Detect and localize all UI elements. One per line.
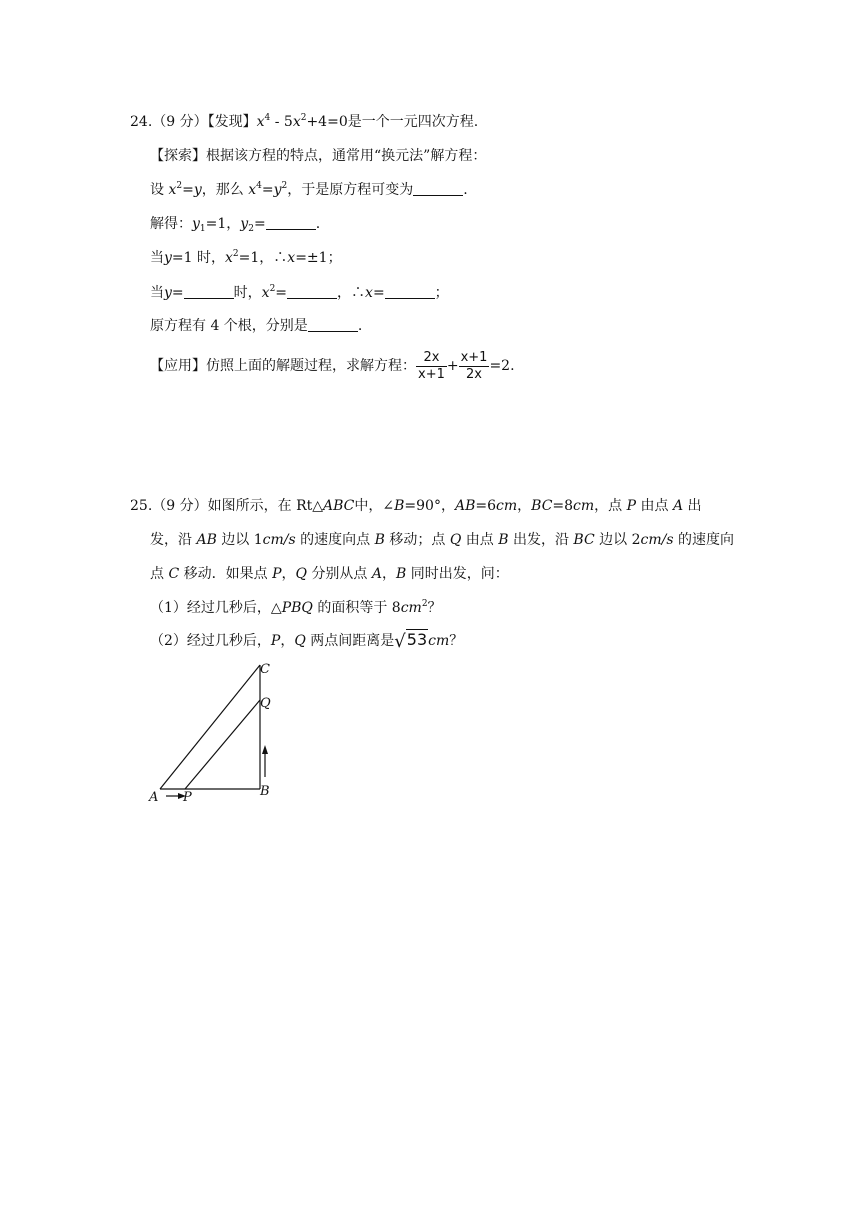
answer-blank[interactable]	[308, 319, 358, 332]
plus-sign: +	[446, 358, 459, 374]
text: 当	[150, 285, 164, 301]
denominator: x+1	[418, 366, 445, 382]
denominator: 2x	[466, 366, 482, 382]
q24-line-roots	[150, 316, 362, 336]
text: ，	[337, 285, 352, 301]
tag-explore: 【探索】	[150, 148, 206, 164]
text: .	[315, 216, 321, 232]
text: （1）经过几秒后，△	[150, 600, 282, 616]
q25-part2: （2）经过几秒后，P，Q 两点间距离是√53cm？	[150, 630, 464, 652]
math: $x^2=1$，∴x=±1	[225, 249, 328, 266]
text: ；	[434, 285, 449, 301]
discover-tail: 是一个一元四次方程.	[347, 114, 479, 130]
apply-tail: =2.	[489, 358, 515, 374]
text: ，	[281, 566, 296, 582]
text: 的速度向点	[300, 532, 371, 548]
text: 边以 1	[221, 532, 263, 548]
answer-blank[interactable]	[413, 183, 463, 196]
text: 边以 2	[599, 532, 641, 548]
q24-line-case1	[150, 248, 342, 268]
text: 中，∠	[354, 498, 395, 514]
quartic-equation: $x^4 - 5x^2+4=0$	[256, 113, 348, 130]
math: y=1	[164, 250, 198, 266]
text: 由点	[465, 532, 494, 548]
q25-line2: 发，沿 AB 边以 1cm/s 的速度向点 B 移动；点 Q 由点 B 出发，沿 BC 边以 2cm/s 的速度向	[150, 532, 734, 548]
numerator: 2x	[416, 350, 447, 367]
text: 由点	[640, 498, 669, 514]
text: =8	[552, 498, 574, 514]
text: 设	[150, 182, 164, 198]
arrow-up-head	[262, 745, 268, 754]
text: 分别从点	[311, 566, 368, 582]
label-A: A	[149, 790, 159, 805]
text: ，于是原方程可变为	[287, 182, 414, 198]
text: ？	[449, 633, 464, 649]
q24-line-substitute	[150, 180, 468, 200]
answer-blank[interactable]	[266, 217, 316, 230]
math: $x^4=y^2$	[248, 181, 288, 198]
q25-part1: （1）经过几秒后，△PBQ 的面积等于 $8cm^2$？	[150, 599, 442, 616]
label-C: C	[260, 662, 270, 677]
text: 移动．如果点	[183, 566, 268, 582]
segment-AC	[160, 665, 260, 789]
text: 出	[687, 498, 702, 514]
answer-blank[interactable]	[385, 286, 435, 299]
fraction-x-plus-1-over-2x	[459, 350, 490, 383]
text: ；	[327, 250, 342, 266]
tag-discover: 【发现】	[207, 114, 257, 130]
label-B: B	[260, 784, 270, 799]
math: $x^2=$	[261, 284, 288, 301]
numerator: x+1	[460, 349, 488, 365]
fraction-2x-over-x-plus-1	[416, 350, 447, 383]
question-number: 24.	[130, 114, 153, 130]
apply-text: 仿照上面的解题过程，求解方程：	[206, 358, 416, 374]
math: ABC	[323, 498, 355, 514]
text: 的速度向	[677, 532, 734, 548]
label-P: P	[183, 790, 192, 805]
text: ，那么	[201, 182, 244, 198]
q24-header	[130, 112, 478, 132]
text: 当	[150, 250, 164, 266]
label-Q: Q	[260, 696, 271, 711]
text: ，点	[594, 498, 623, 514]
text: =90°，	[404, 498, 455, 514]
radicand: 53	[406, 630, 428, 649]
text: 原方程有 4 个根，分别是	[150, 318, 308, 334]
text: （2）经过几秒后，	[150, 633, 271, 649]
q25-line1: 25.（9 分）如图所示，在 Rt△ABC中，∠B=90°，AB=6cm，BC=8cm，点 P 由点 A 出	[130, 498, 702, 514]
text: 出发，沿	[512, 532, 569, 548]
answer-blank[interactable]	[287, 286, 337, 299]
tag-apply: 【应用】	[150, 358, 206, 374]
text: ？	[427, 600, 442, 616]
q24-line-solve	[150, 214, 320, 234]
text: 发，沿	[150, 532, 192, 548]
text: 时，	[197, 250, 226, 266]
text: 移动；点	[389, 532, 446, 548]
text: 同时出发，问：	[410, 566, 509, 582]
q24-line-case2	[150, 283, 449, 303]
answer-blank[interactable]	[184, 286, 234, 299]
text: .	[357, 318, 363, 334]
math: ∴x=	[351, 285, 385, 301]
text: ，	[280, 633, 295, 649]
q24-apply	[150, 346, 515, 386]
q24-explore	[150, 146, 486, 166]
math: $y_1=1$，$y_2=$	[192, 216, 266, 234]
text: =6	[475, 498, 497, 514]
text: .	[463, 182, 468, 198]
points: （9 分）	[152, 114, 208, 130]
triangle-figure	[140, 655, 300, 815]
text: 两点间距离是	[310, 633, 395, 649]
text: 的面积等于 8	[317, 600, 401, 616]
explore-text: 根据该方程的特点，通常用“换元法”解方程：	[206, 148, 487, 164]
sqrt-expression	[394, 630, 428, 652]
question-number: 25.	[130, 498, 153, 514]
text: 时，	[233, 285, 262, 301]
text: 如图所示，在 Rt△	[207, 498, 324, 514]
text: ，	[517, 498, 532, 514]
math: $x^2=y$	[168, 181, 202, 198]
math: y=	[164, 285, 184, 301]
points: （9 分）	[152, 498, 208, 514]
radical-sign: √	[394, 631, 406, 652]
text: ，	[382, 566, 397, 582]
text: 点	[150, 566, 164, 582]
text: 解得：	[150, 216, 192, 232]
q25-line3: 点 C 移动．如果点 P，Q 分别从点 A，B 同时出发，问：	[150, 566, 509, 582]
